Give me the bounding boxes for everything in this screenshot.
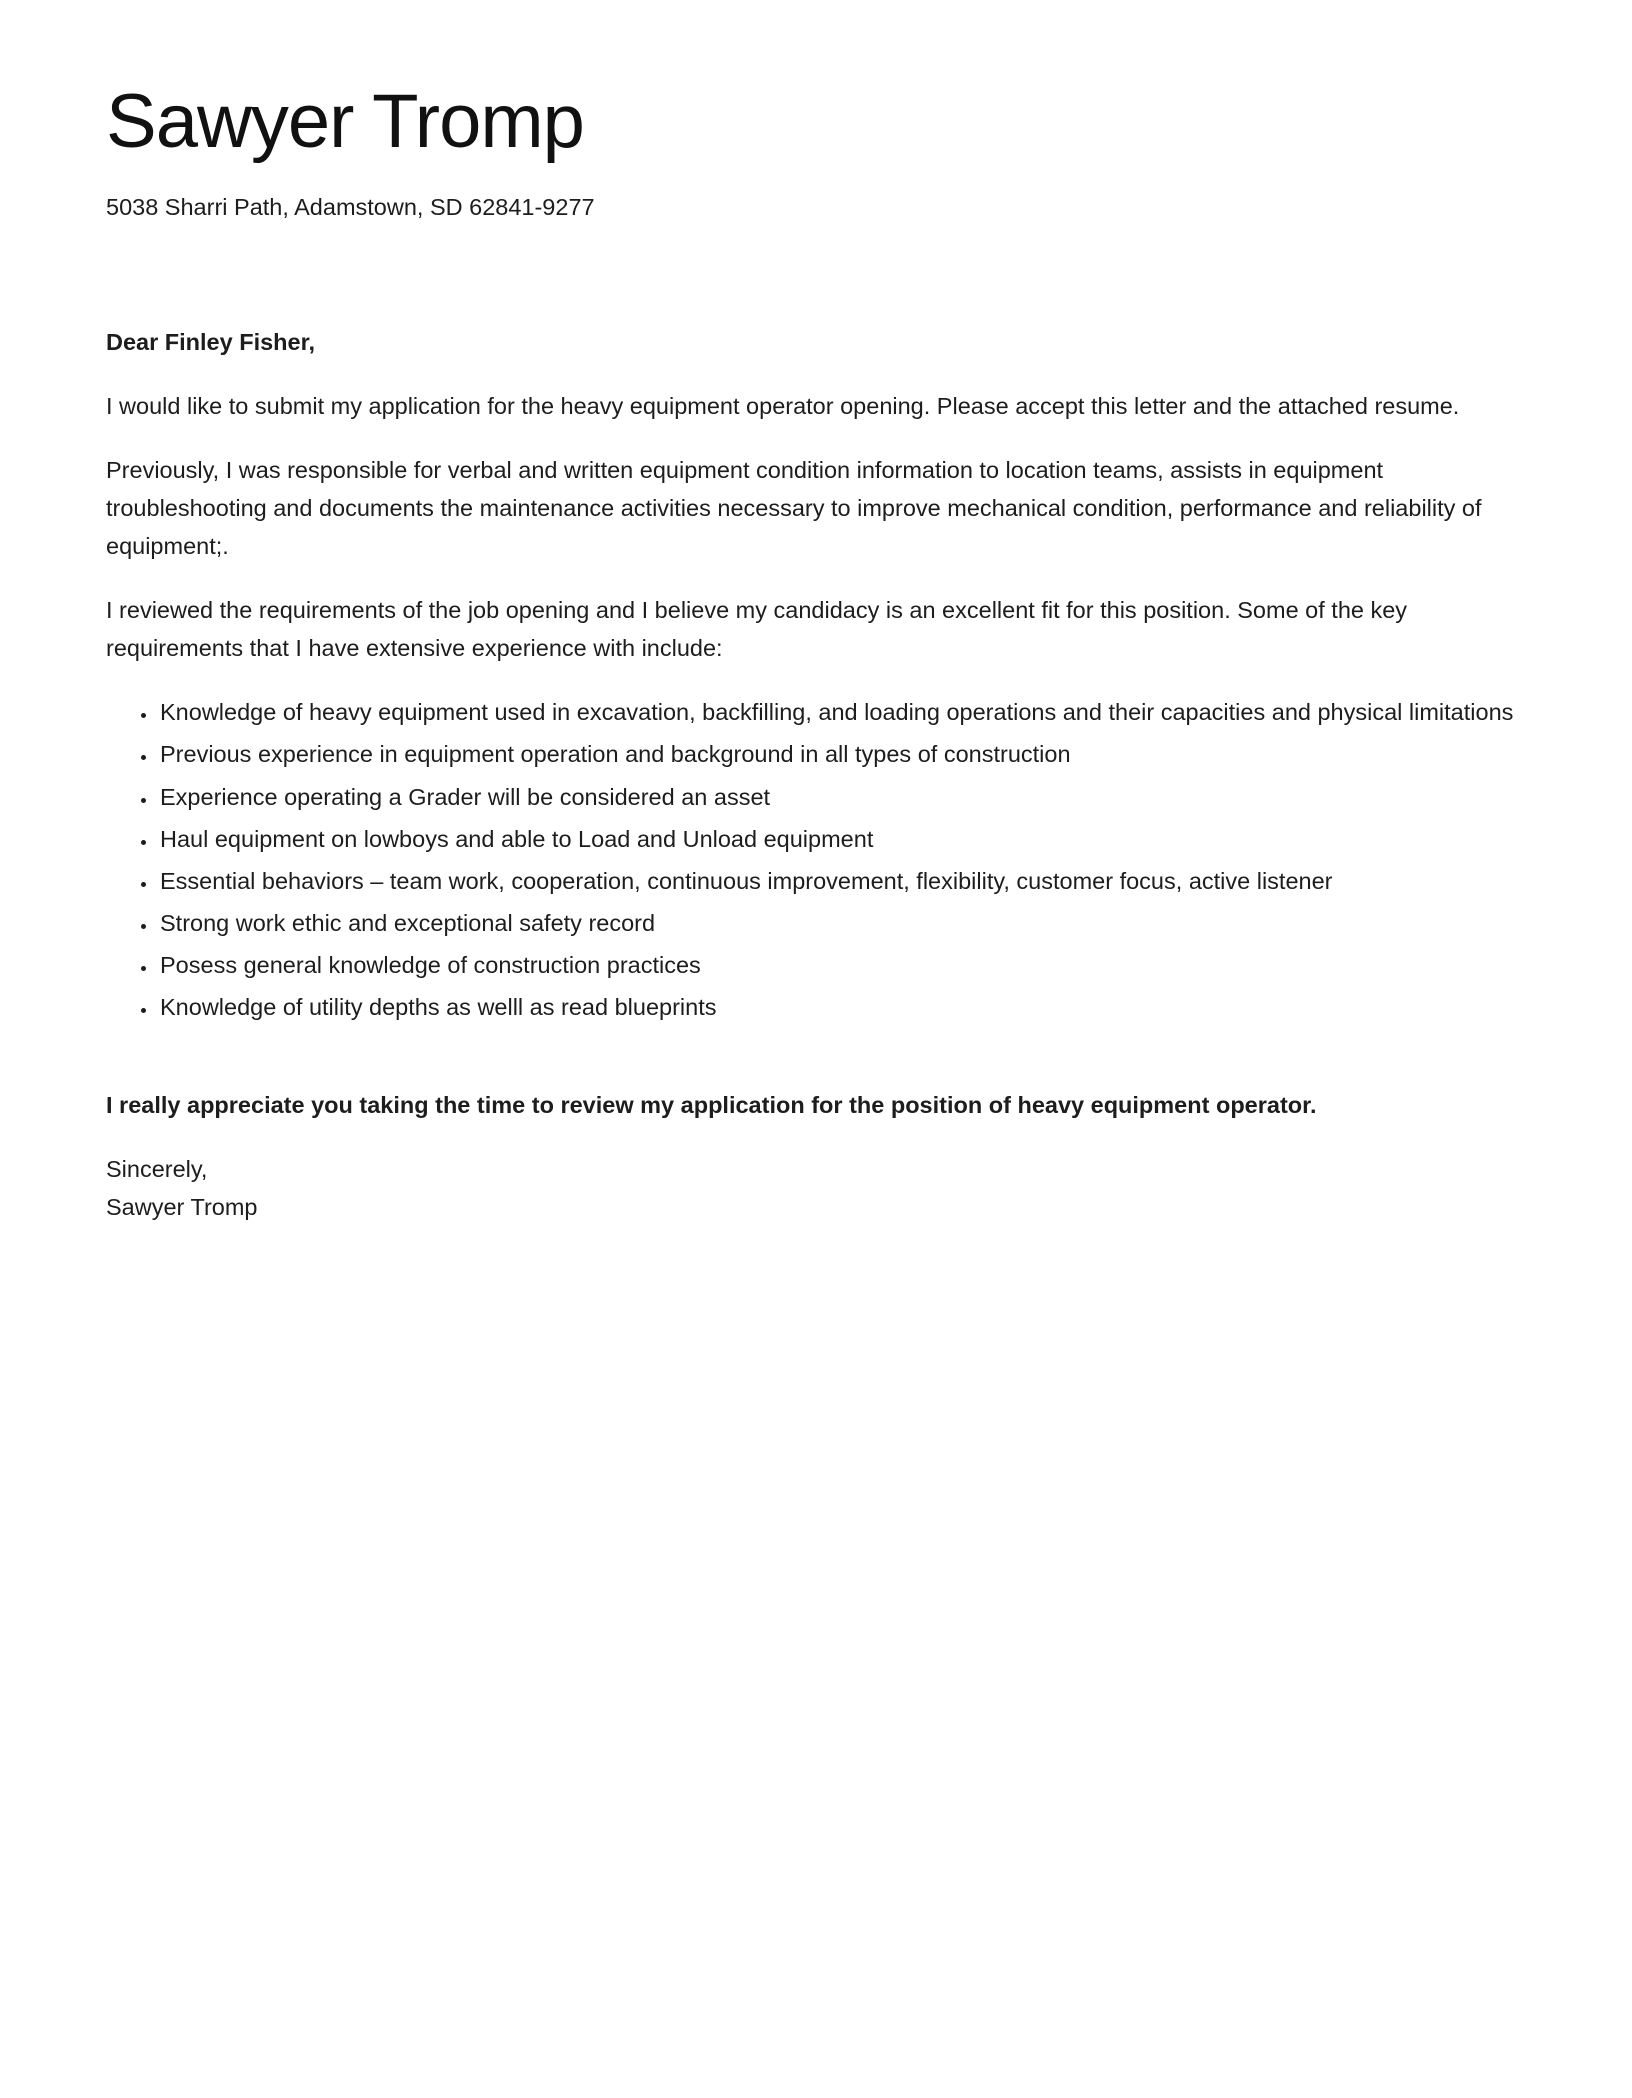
closing-statement: I really appreciate you taking the time to review my application for the position of heavy equipment operator. bbox=[106, 1091, 1317, 1118]
paragraph-intro: I would like to submit my application for the heavy equipment operator opening. Please accept this letter and the attached resume. bbox=[106, 393, 1460, 420]
requirement-item: • Strong work ethic and exceptional safety record bbox=[158, 904, 1528, 942]
sender-address: 5038 Sharri Path, Adamstown, SD 62841-9277 bbox=[106, 194, 595, 221]
paragraph-requirements-lead: I reviewed the requirements of the job opening and I believe my candidacy is an excellent fit for this position. Some of the key requirements that I have extensive experience with include: bbox=[106, 597, 1408, 662]
signoff: Sincerely, bbox=[106, 1155, 208, 1182]
requirement-item: • Experience operating a Grader will be considered an asset bbox=[158, 778, 1528, 816]
paragraph-experience: Previously, I was responsible for verbal and written equipment condition information to location teams, assists in equipment troubleshooting and documents the maintenance activities necessary to improve mechanical condition, performance and reliability of equipment;. bbox=[106, 457, 1482, 560]
requirements-list bbox=[106, 693, 1528, 1026]
requirement-item: • Previous experience in equipment operation and background in all types of construction bbox=[158, 735, 1528, 773]
requirement-item: • Knowledge of utility depths as welll as read blueprints bbox=[158, 988, 1528, 1026]
requirement-item: • Knowledge of heavy equipment used in excavation, backfilling, and loading operations and their capacities and physical limitations bbox=[158, 693, 1528, 731]
requirement-item: • Essential behaviors – team work, cooperation, continuous improvement, flexibility, customer focus, active listener bbox=[158, 862, 1528, 900]
signoff-block bbox=[106, 1150, 1528, 1226]
requirement-item: • Posess general knowledge of construction practices bbox=[158, 946, 1528, 984]
salutation: Dear Finley Fisher, bbox=[106, 328, 315, 355]
sender-name: Sawyer Tromp bbox=[106, 79, 584, 164]
requirement-item: • Haul equipment on lowboys and able to Load and Unload equipment bbox=[158, 820, 1528, 858]
signature-name: Sawyer Tromp bbox=[106, 1194, 258, 1221]
